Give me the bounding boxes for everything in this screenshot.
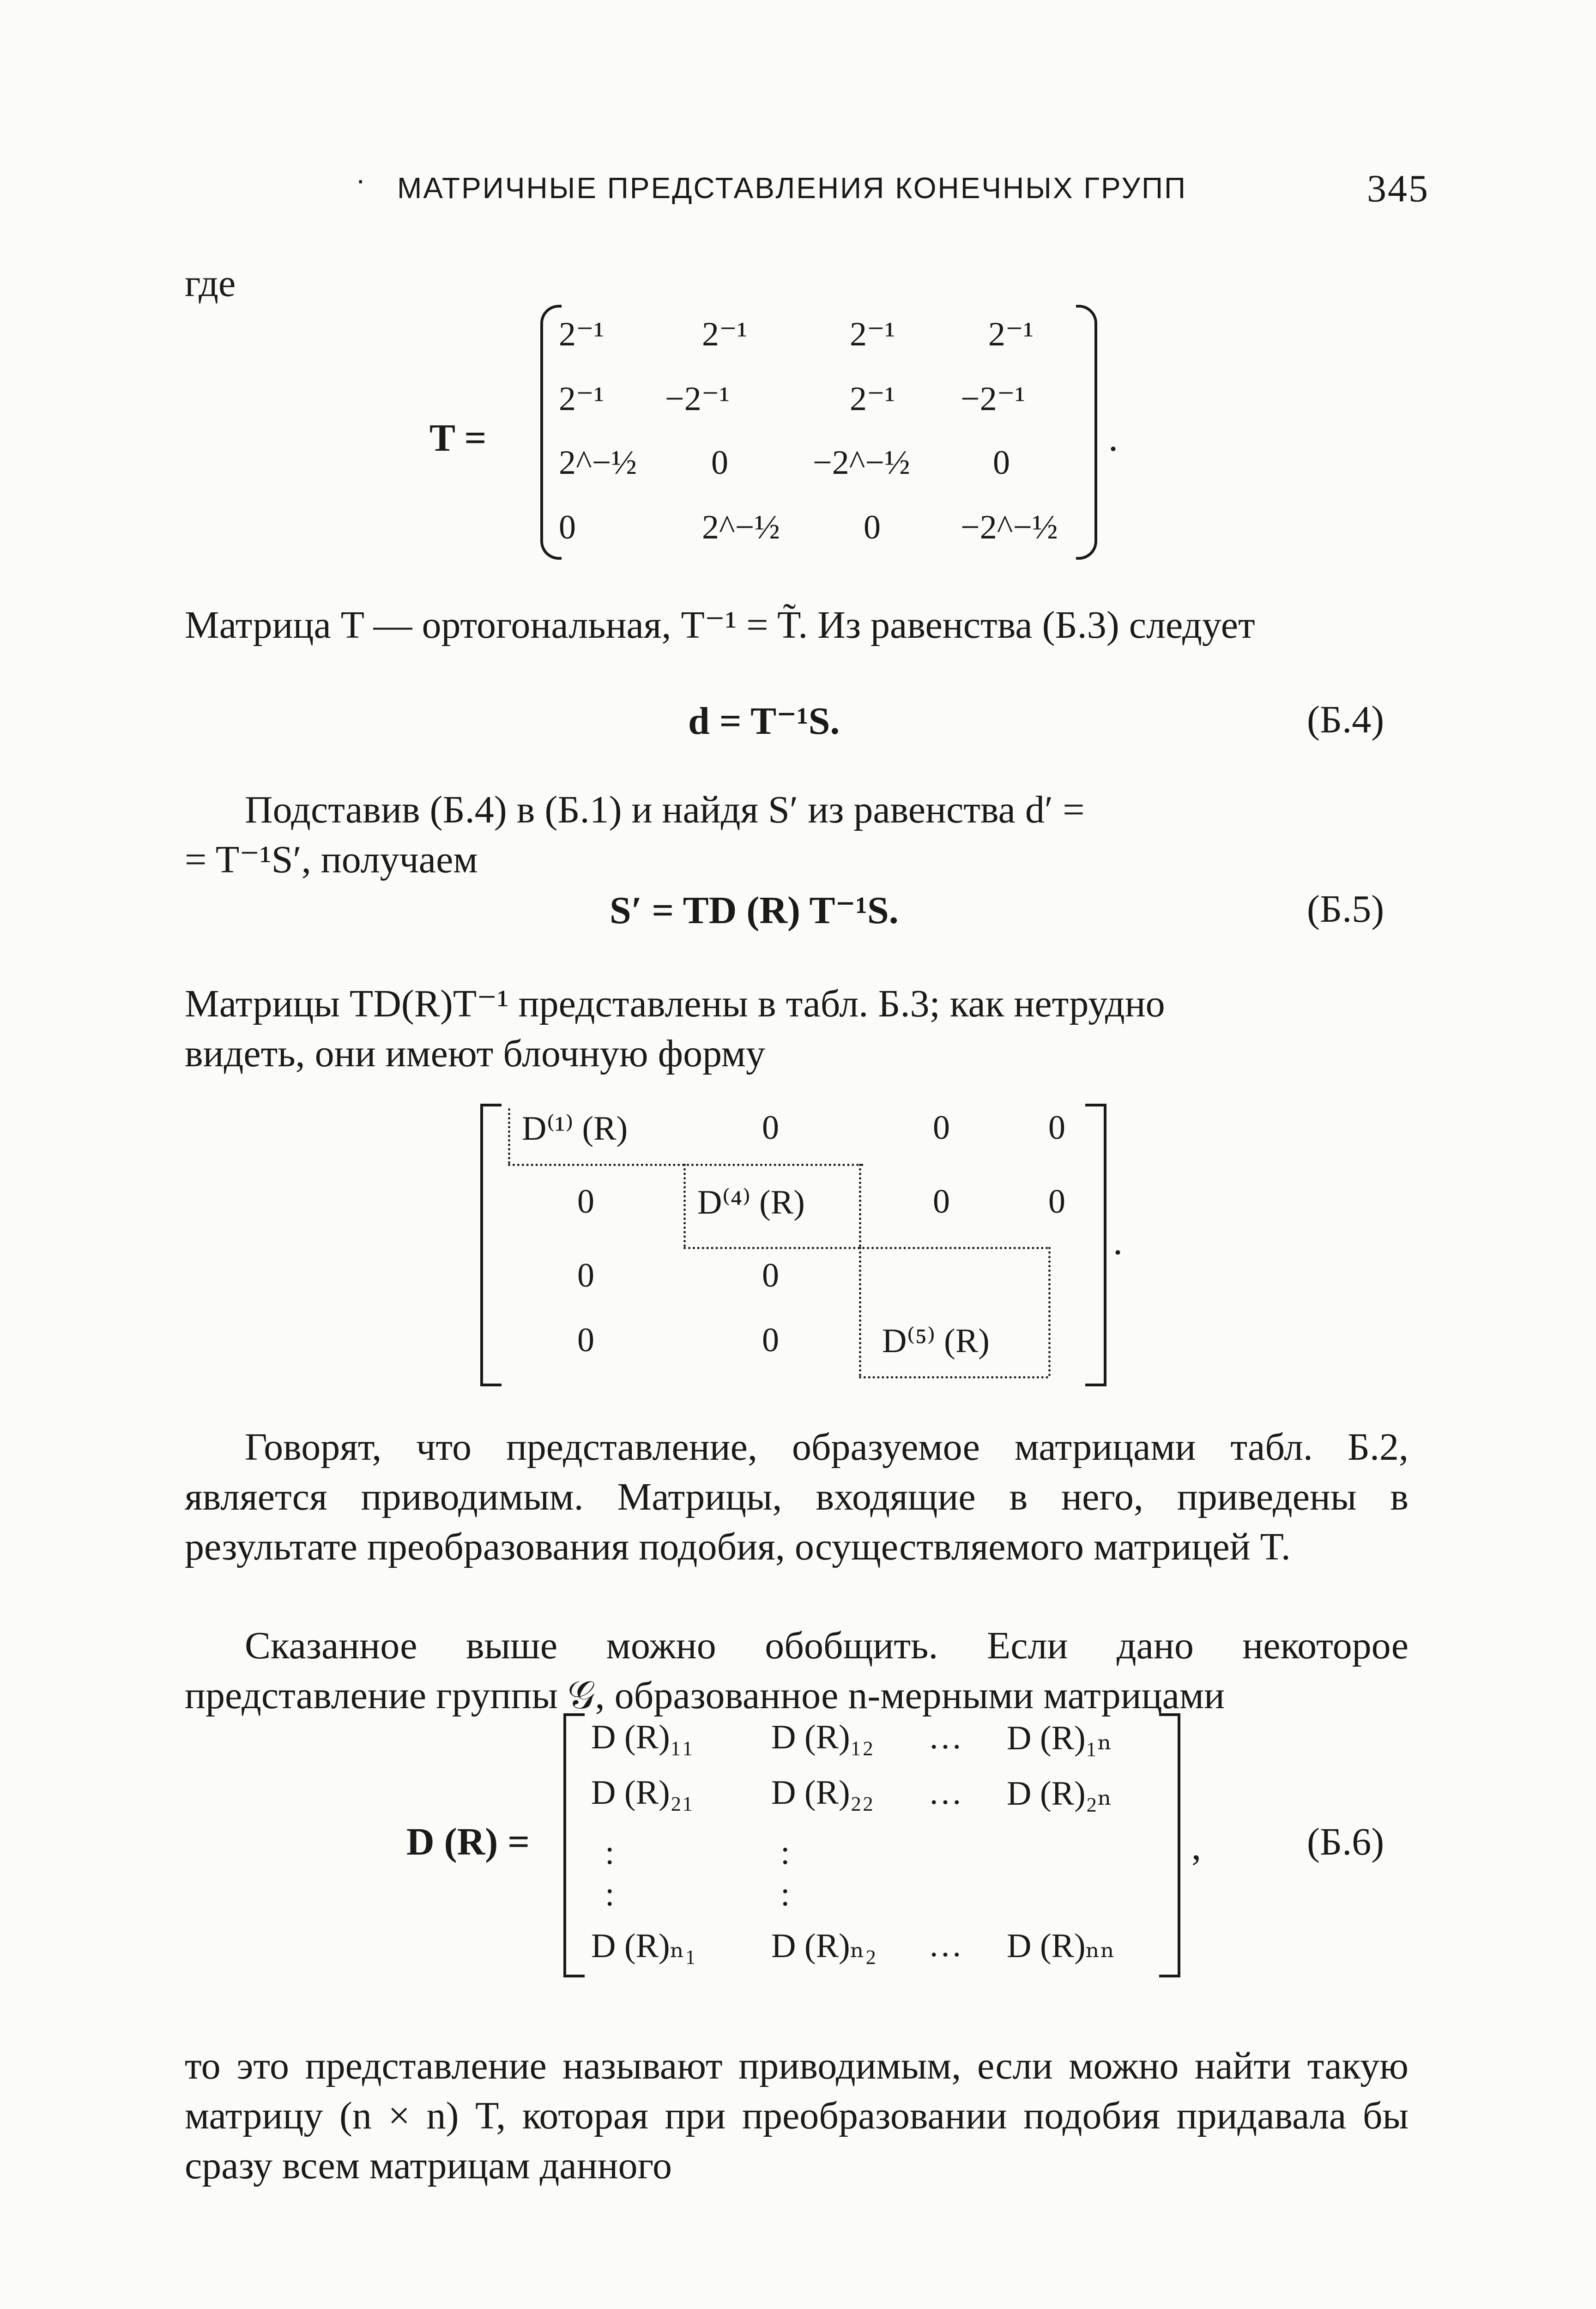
block-cell: 0 — [577, 1257, 594, 1294]
block4-divider — [859, 1164, 861, 1247]
paragraph-substitute-line1: Подставив (Б.4) в (Б.1) и найдя S′ из равенства d′ = — [245, 788, 1085, 831]
block-matrix-left-bracket — [480, 1104, 502, 1386]
D-cell: D (R)₁ₙ — [1007, 1719, 1112, 1757]
D-cell: D (R)₂₁ — [591, 1774, 694, 1812]
block-cell: 0 — [762, 1109, 779, 1147]
block4-divider — [683, 1164, 686, 1247]
block-cell: 0 — [1048, 1109, 1065, 1147]
T-cell: 2^−½ — [559, 444, 637, 482]
T-cell: −2^−½ — [813, 444, 910, 482]
block-cell: 0 — [1048, 1183, 1065, 1221]
paragraph-definition: то это представление называют приводимым, если можно найти такую матрицу (n × n) T, которая при преобразовании подобия придавала бы сразу всем матрицам данного — [185, 2044, 1409, 2187]
running-header — [0, 163, 1596, 217]
matrix-D-label: D (R) = — [406, 1820, 530, 1863]
T-cell: 2⁻¹ — [850, 380, 895, 418]
matrix-T-label: T = — [429, 417, 487, 459]
D-cell: D (R)₂ₙ — [1007, 1775, 1112, 1813]
block5-divider — [1048, 1247, 1051, 1376]
block-matrix-right-bracket — [1085, 1104, 1106, 1386]
D-cell: D (R)₂₂ — [771, 1774, 874, 1812]
T-cell: −2⁻¹ — [961, 380, 1025, 418]
block5-divider — [859, 1376, 1048, 1378]
block-cell: 0 — [577, 1183, 594, 1221]
page-number: 345 — [1367, 167, 1429, 210]
equation-B6-number: (Б.6) — [1307, 1820, 1384, 1863]
T-cell: −2^−½ — [961, 508, 1058, 546]
paragraph-block-form-line2: видеть, они имеют блочную форму — [185, 1032, 765, 1075]
equation-B4: d = T⁻¹S. — [688, 700, 840, 743]
block-cell: 0 — [933, 1109, 950, 1147]
paragraph-reducible: Говорят, что представление, образуемое матрицами табл. Б.2, является приводимым. Матрицы, входящие в него, приведены в результате преобразования подобия, осуществляемого матрицей T. — [185, 1426, 1409, 1568]
T-cell: 2^−½ — [702, 508, 780, 546]
T-cell: 0 — [993, 444, 1010, 482]
D-cell: … — [928, 1718, 962, 1756]
block-cell: 0 — [933, 1183, 950, 1221]
equation-B4-number: (Б.4) — [1307, 698, 1384, 741]
matrix-T-trail: . — [1108, 417, 1118, 459]
matrix-D-left-bracket — [563, 1713, 585, 1977]
block-matrix-trail: . — [1113, 1220, 1123, 1263]
T-cell: −2⁻¹ — [665, 380, 730, 418]
header-mark: · — [356, 163, 367, 196]
D-cell: D (R)₁₁ — [591, 1718, 694, 1756]
paragraph-generalize: Сказанное выше можно обобщить. Если дано некоторое представление группы 𝒢, образованное n-мерными матрицами — [185, 1624, 1409, 1717]
paragraph-block-form-line1: Матрицы TD(R)T⁻¹ представлены в табл. Б.3; как нетрудно — [185, 982, 1165, 1025]
T-cell: 0 — [864, 508, 881, 546]
paragraph-orthogonal: Матрица T — ортогональная, T⁻¹ = T̃. Из равенства (Б.3) следует — [185, 604, 1255, 647]
T-cell: 2⁻¹ — [702, 315, 748, 353]
header-title: МАТРИЧНЫЕ ПРЕДСТАВЛЕНИЯ КОНЕЧНЫХ ГРУПП — [397, 171, 1187, 205]
block-cell: 0 — [577, 1321, 594, 1359]
paragraph-substitute-line2: = T⁻¹S′, получаем — [185, 838, 478, 881]
D-vdots: : — [605, 1875, 615, 1913]
T-cell: 2⁻¹ — [988, 315, 1034, 353]
matrix-D-right-bracket — [1159, 1713, 1180, 1977]
T-cell: 0 — [559, 508, 576, 546]
block4-divider — [683, 1247, 1048, 1249]
block-cell: D⁽¹⁾ (R) — [522, 1110, 628, 1148]
D-cell: D (R)₁₂ — [771, 1718, 874, 1756]
equation-B5-number: (Б.5) — [1307, 888, 1384, 931]
T-cell: 0 — [711, 444, 728, 482]
T-cell: 2⁻¹ — [559, 315, 605, 353]
block-cell: 0 — [762, 1321, 779, 1359]
D-vdots: : — [780, 1834, 790, 1872]
D-cell: D (R)ₙ₁ — [591, 1927, 697, 1965]
D-vdots: : — [780, 1875, 790, 1913]
matrix-T-right-brace — [1076, 305, 1097, 560]
word-gde: где — [185, 262, 236, 305]
D-cell: D (R)ₙ₂ — [771, 1927, 877, 1965]
block-cell: D⁽⁴⁾ (R) — [697, 1184, 805, 1221]
D-cell: D (R)ₙₙ — [1007, 1927, 1115, 1965]
block1-divider — [508, 1164, 864, 1166]
block-cell: 0 — [762, 1257, 779, 1294]
block-cell: D⁽⁵⁾ (R) — [882, 1322, 990, 1360]
matrix-D-trail: , — [1191, 1825, 1201, 1868]
equation-B5: S′ = TD (R) T⁻¹S. — [610, 889, 899, 932]
T-cell: 2⁻¹ — [559, 380, 605, 418]
D-vdots: : — [605, 1834, 615, 1872]
block1-divider — [508, 1108, 510, 1164]
T-cell: 2⁻¹ — [850, 315, 895, 353]
D-cell: … — [928, 1926, 962, 1964]
D-cell: … — [928, 1774, 962, 1812]
block5-divider — [859, 1247, 861, 1376]
